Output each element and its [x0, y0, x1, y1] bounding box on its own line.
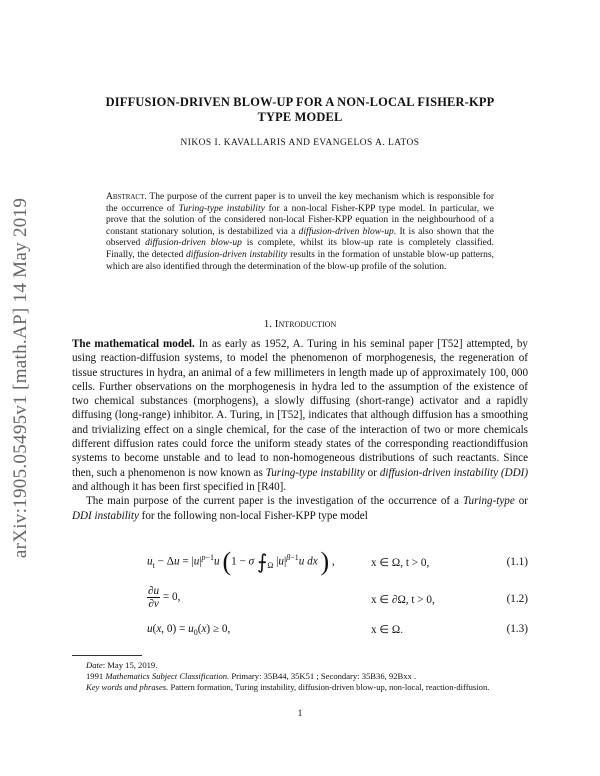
equation-1-1-formula: $u_t - \Delta u = |u|^{p-1}u$ (1 − σ $⨍_\Omega$ $|u|^{\beta-1}u$ dx ) , — [147, 547, 335, 576]
equation-1-1-condition: x ∈ Ω, t > 0, — [371, 557, 430, 569]
paragraph-heading: The mathematical model. — [72, 338, 195, 350]
section-heading: 1. Introduction — [263, 318, 337, 330]
title-line-1: DIFFUSION-DRIVEN BLOW-UP FOR A NON-LOCAL FISHER-KPP — [105, 95, 495, 109]
body-text — [72, 337, 528, 523]
footnote-date: Date: May 15, 2019. — [86, 660, 158, 670]
equation-1-3 — [72, 623, 528, 639]
abstract: Abstract. The purpose of the current paper is to unveil the key mechanism which is responsible for the occurrence of Turing-type instability for a non-local Fisher-KPP type model. In particular, we prove that the solution of the considered non-local Fisher-KPP equation in the neighbourhood of a constant stationary solution, is destabilized via a diffusion-driven blow-up. It is also shown that the observed diffusion-driven blow-up is complete, whilst its blow-up rate is completely classified. Finally, the detected diffusion-driven instability results in the formation of unstable blow-up patterns, which are also identified through the determination of the blow-up profile of the solution. — [106, 192, 495, 272]
equation-1-2-condition: x ∈ ∂Ω, t > 0, — [371, 594, 435, 606]
equation-1-3-formula: u(x, $0) = u_0(x) \ge 0$, — [147, 623, 231, 638]
equation-1-2-number: (1.2) — [506, 593, 528, 605]
footnote-msc: 1991 Mathematics Subject Classification. Primary: 35B44, 35K51 ; Secondary: 35B36, 92Bxx . — [86, 671, 417, 682]
paragraph-1: The mathematical model. In as early as 1952, A. Turing in his seminal paper [T52] attempted, by using reaction-diffusion systems, to model the phenomenon of morphogenesis, the regeneration of tissue structures in hydra, an animal of a few millimeters in length made up of approximately 100, 000 cells. Further observations on the morphogenesis in hydra led to the assumption of the existence of two chemical substances (morphogens), a slowly diffusing (short-range) activator and a rapidly diffusing (long-range) inhibitor. A. Turing, in [T52], indicates that although diffusion has a smoothing and trivializing effect on a single chemical, for the case of the interaction of two or more chemicals different diffusion rates could force the uniform steady states of the corresponding reactiondiffusion systems to become unstable and to lead to non-homogeneous distributions of such reactants. Since then, such a phenomenon is now known as Turing-type instability or diffusion-driven instability (DDI) and although it has been first specified in [R40]. — [72, 338, 529, 493]
footnotes — [72, 660, 528, 694]
abstract-label: Abstract. — [106, 192, 147, 202]
authors: NIKOS I. KAVALLARIS AND EVANGELOS A. LATOS — [180, 138, 420, 148]
equation-1-1 — [72, 545, 528, 575]
page-number: 1 — [297, 709, 303, 719]
paper-title — [70, 95, 530, 125]
equation-1-2 — [72, 585, 528, 615]
equation-1-3-condition: x ∈ Ω. — [371, 624, 404, 636]
footnote-keywords: Key words and phrases. Pattern formation, Turing instability, diffusion-driven blow-up, non-local, reaction-diffusion. — [86, 682, 490, 693]
footnote-divider — [72, 655, 142, 656]
equation-1-1-number: (1.1) — [506, 556, 528, 568]
title-line-2: TYPE MODEL — [257, 110, 343, 124]
paragraph-2: The main purpose of the current paper is the investigation of the occurrence of a Turing-type or DDI instability for the following non-local Fisher-KPP type model — [72, 495, 528, 522]
arxiv-stamp: arXiv:1905.05495v1 [math.AP] 14 May 2019 — [10, 197, 31, 559]
equation-1-3-number: (1.3) — [506, 623, 528, 635]
equation-1-2-formula: $\frac{\partial u}{\partial\nu}$ = 0, — [148, 585, 181, 610]
